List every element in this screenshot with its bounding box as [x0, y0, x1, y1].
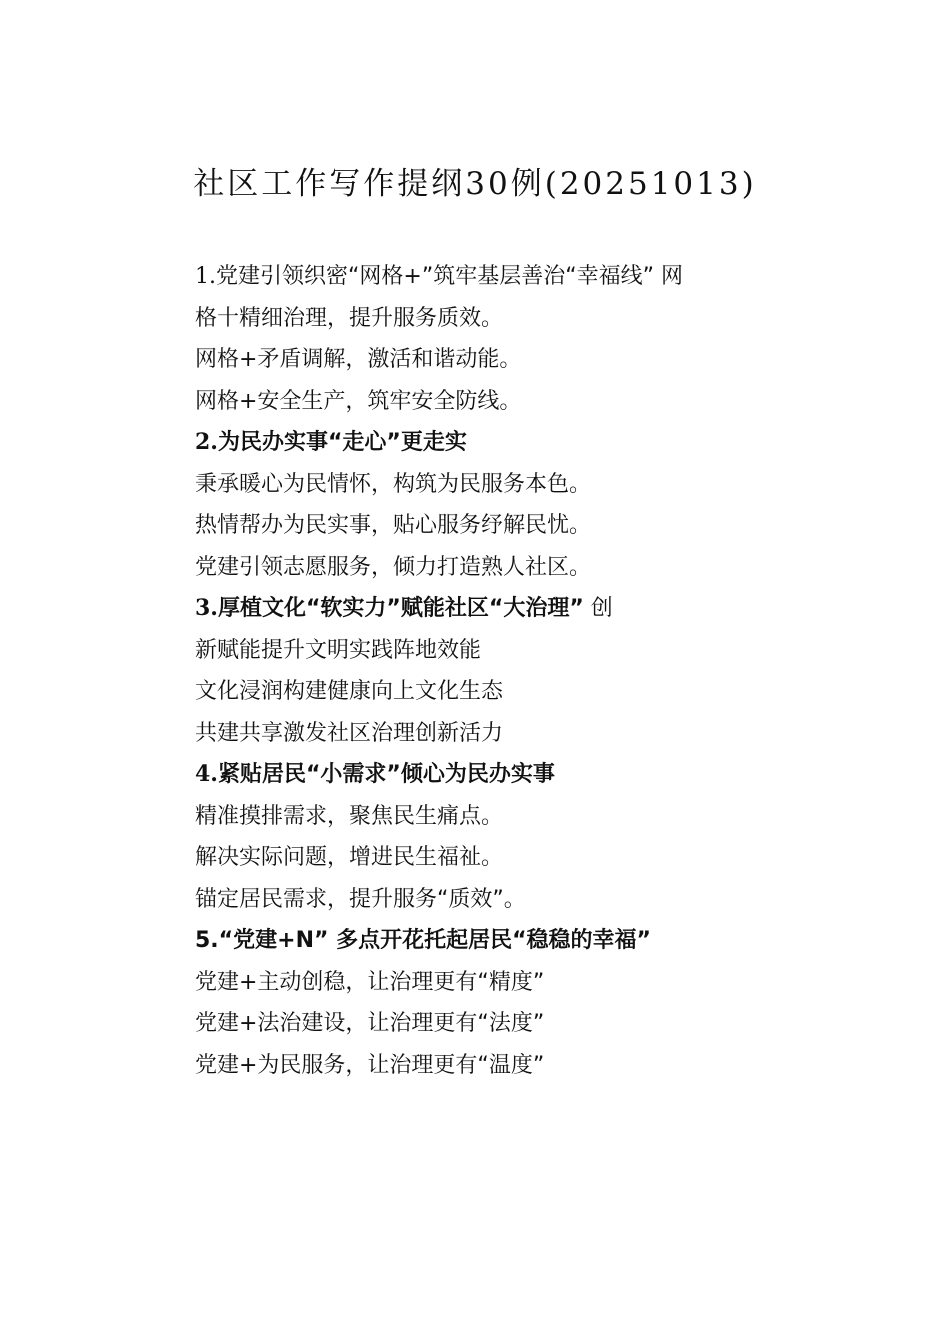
outline-point: 网格+安全生产，筑牢安全防线。 — [195, 388, 522, 414]
outline-point: 共建共享激发社区治理创新活力 — [195, 720, 504, 746]
section-heading-5 — [195, 920, 795, 962]
outline-point: 锚定居民需求，提升服务“质效”。 — [195, 886, 526, 912]
outline-point: 精准摸排需求，聚焦民生痛点。 — [195, 803, 504, 829]
section-number: 1. — [195, 264, 216, 289]
outline-point: 秉承暖心为民情怀，构筑为民服务本色。 — [195, 471, 592, 497]
outline-point: 党建+主动创稳，让治理更有“精度” — [195, 969, 545, 995]
section-heading-text: 为民办实事“走心”更走实 — [217, 430, 467, 455]
section-heading-4 — [195, 754, 795, 796]
outline-point: 党建+法治建设，让治理更有“法度” — [195, 1011, 545, 1036]
section-heading-1 — [195, 256, 795, 298]
section-number: 2. — [195, 429, 218, 455]
section-heading-text: 厚植文化“软实力”赋能社区“大治理” — [217, 596, 584, 621]
outline-point: 党建+为民服务，让治理更有“温度” — [195, 1052, 545, 1078]
section-heading-3 — [195, 588, 795, 630]
section-heading-2 — [195, 422, 795, 464]
section-number: 5. — [195, 928, 219, 953]
outline-point: 热情帮办为民实事，贴心服务纾解民忧。 — [195, 513, 592, 538]
outline-point: 解决实际问题，增进民生福祉。 — [195, 845, 504, 870]
section-heading-tail: 创 — [583, 596, 613, 621]
outline-point: 网格+矛盾调解，激活和谐动能。 — [195, 347, 522, 372]
outline-point: 格十精细治理，提升服务质效。 — [195, 305, 504, 331]
section-heading-text: “党建+N” 多点开花托起居民“稳稳的幸福” — [218, 928, 652, 953]
outline-body — [195, 256, 795, 1086]
section-number: 4. — [195, 761, 218, 787]
document-title: 社区工作写作提纲30例(20251013) — [193, 166, 757, 202]
outline-point: 党建引领志愿服务，倾力打造熟人社区。 — [195, 554, 592, 580]
section-heading-text: 党建引领织密“网格+”筑牢基层善治“幸福线” 网 — [216, 264, 684, 289]
outline-point: 文化浸润构建健康向上文化生态 — [195, 679, 504, 704]
outline-point: 新赋能提升文明实践阵地效能 — [195, 637, 482, 663]
section-heading-text: 紧贴居民“小需求”倾心为民办实事 — [217, 762, 555, 787]
section-number: 3. — [195, 595, 218, 621]
